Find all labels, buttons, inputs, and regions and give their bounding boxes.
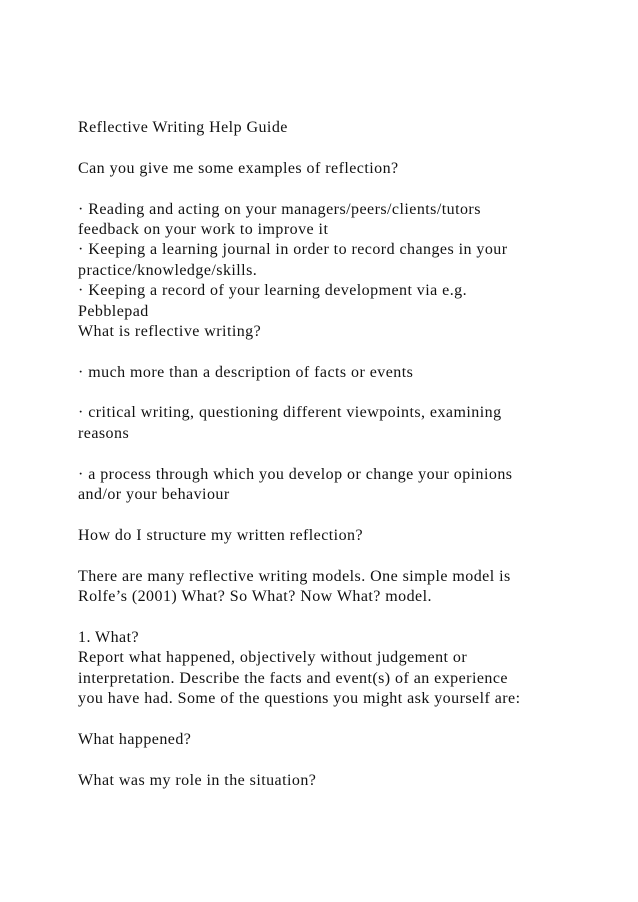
step-1-paragraph-line-2: interpretation. Describe the facts and event(s) of an experience: [78, 669, 508, 687]
definition-point-1: · much more than a description of facts or events: [78, 363, 414, 381]
question-heading-structure: How do I structure my written reflection?: [78, 526, 364, 544]
document-page: [78, 118, 618, 791]
definition-point-2-line-2: reasons: [78, 424, 130, 442]
example-item-1-line-2: feedback on your work to improve it: [78, 220, 329, 238]
example-item-1-line-1: · Reading and acting on your managers/peers/clients/tutors: [78, 200, 481, 218]
spacer: [78, 750, 618, 770]
spacer: [78, 342, 618, 362]
reflection-question-1: What happened?: [78, 730, 192, 748]
definition-point-2-line-1: · critical writing, questioning different viewpoints, examining: [78, 404, 502, 422]
spacer: [78, 709, 618, 729]
example-item-3-line-2: Pebblepad: [78, 302, 149, 320]
spacer: [78, 383, 618, 403]
example-item-2-line-2: practice/knowledge/skills.: [78, 261, 258, 279]
models-paragraph-line-1: There are many reflective writing models. One simple model is: [78, 567, 511, 585]
definition-point-3-line-1: · a process through which you develop or change your opinions: [78, 465, 513, 483]
step-1-paragraph-line-1: Report what happened, objectively without judgement or: [78, 649, 468, 667]
spacer: [78, 546, 618, 566]
spacer: [78, 505, 618, 525]
reflection-question-2: What was my role in the situation?: [78, 771, 317, 789]
step-1-paragraph-line-3: you have had. Some of the questions you might ask yourself are:: [78, 689, 521, 707]
spacer: [78, 179, 618, 199]
spacer: [78, 444, 618, 464]
spacer: [78, 607, 618, 627]
definition-point-3-line-2: and/or your behaviour: [78, 486, 230, 504]
example-item-3-line-1: · Keeping a record of your learning development via e.g.: [78, 282, 468, 300]
models-paragraph-line-2: Rolfe’s (2001) What? So What? Now What? model.: [78, 587, 432, 605]
example-item-2-line-1: · Keeping a learning journal in order to record changes in your: [78, 241, 508, 259]
step-1-heading: 1. What?: [78, 628, 140, 646]
question-heading-examples: Can you give me some examples of reflection?: [78, 159, 399, 177]
spacer: [78, 138, 618, 158]
question-heading-definition: What is reflective writing?: [78, 322, 262, 340]
document-title: Reflective Writing Help Guide: [78, 119, 288, 136]
